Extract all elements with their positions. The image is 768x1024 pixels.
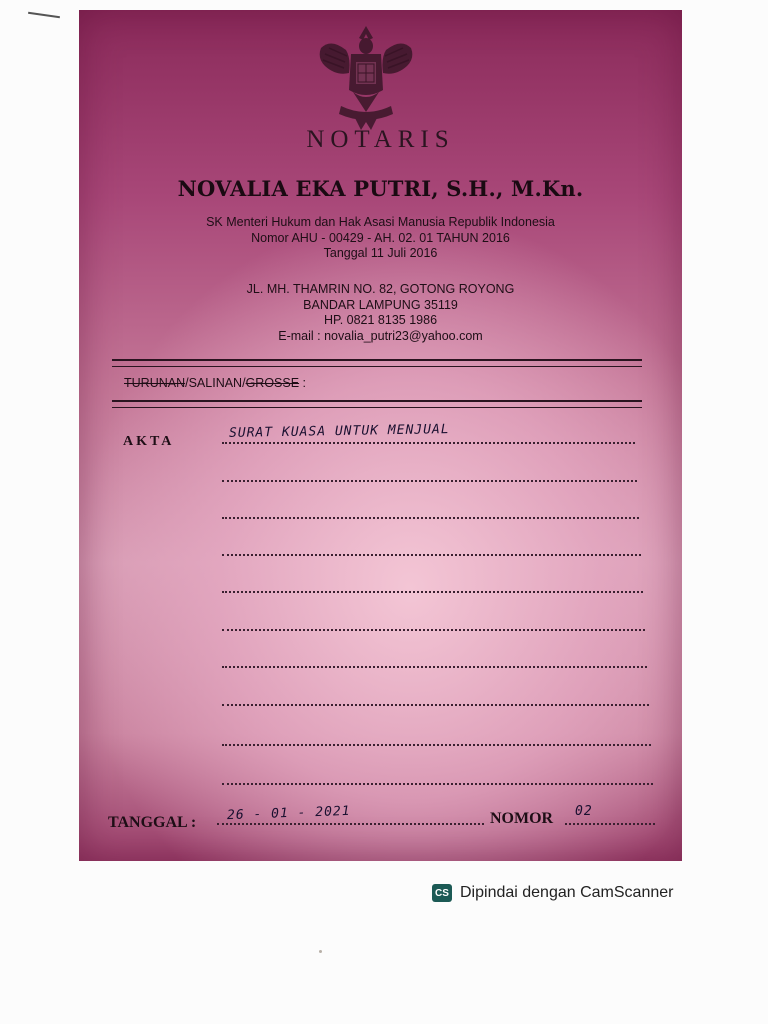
nomor-value: 02 <box>575 804 593 819</box>
akta-line-10 <box>222 783 653 785</box>
decree-line-1: SK Menteri Hukum dan Hak Asasi Manusia Republik Indonesia <box>206 215 555 229</box>
address-line-2: BANDAR LAMPUNG 35119 <box>303 298 458 312</box>
akta-line-1 <box>222 442 635 444</box>
divider-bottom <box>112 400 642 408</box>
copy-option-turunan: TURUNAN <box>124 376 186 390</box>
camscanner-text: Dipindai dengan CamScanner <box>460 884 674 901</box>
akta-label: AKTA <box>123 434 175 449</box>
nomor-label: NOMOR <box>490 810 554 827</box>
stray-pen-mark <box>28 12 60 18</box>
decree-line-2: Nomor AHU - 00429 - AH. 02. 01 TAHUN 2016 <box>251 231 510 245</box>
copy-separator: / <box>242 376 246 390</box>
akta-line-7 <box>222 666 647 668</box>
tanggal-line <box>217 823 484 825</box>
copy-option-grosse: GROSSE <box>245 376 300 390</box>
email-line: E-mail : novalia_putri23@yahoo.com <box>278 329 483 343</box>
notary-name: NOVALIA EKA PUTRI, S.H., M.Kn. <box>177 176 584 201</box>
divider-top <box>112 359 642 367</box>
nomor-line <box>565 823 655 825</box>
akta-line-3 <box>222 517 639 519</box>
copy-separator: / <box>185 376 189 390</box>
paper-speck <box>319 950 322 953</box>
akta-line-9 <box>222 744 651 746</box>
akta-title-handwritten: SURAT KUASA UNTUK MENJUAL <box>228 422 450 441</box>
akta-line-6 <box>222 629 645 631</box>
address-line-1: JL. MH. THAMRIN NO. 82, GOTONG ROYONG <box>246 282 515 296</box>
phone-line: HP. 0821 8135 1986 <box>323 313 438 327</box>
copy-type-label <box>124 376 306 390</box>
akta-line-2 <box>222 480 637 482</box>
decree-line-3: Tanggal 11 Juli 2016 <box>323 246 438 260</box>
copy-option-salinan: SALINAN <box>188 376 243 390</box>
akta-line-4 <box>222 554 641 556</box>
garuda-emblem-icon <box>311 18 421 133</box>
akta-line-8 <box>222 704 649 706</box>
akta-line-5 <box>222 591 643 593</box>
notary-cover <box>79 10 682 861</box>
tanggal-value: 26 - 01 - 2021 <box>226 803 351 824</box>
tanggal-label: TANGGAL : <box>108 814 197 831</box>
notaris-heading: NOTARIS <box>306 126 455 153</box>
camscanner-logo-icon: CS <box>432 884 452 902</box>
copy-suffix: : <box>299 376 307 390</box>
camscanner-watermark <box>432 884 673 902</box>
